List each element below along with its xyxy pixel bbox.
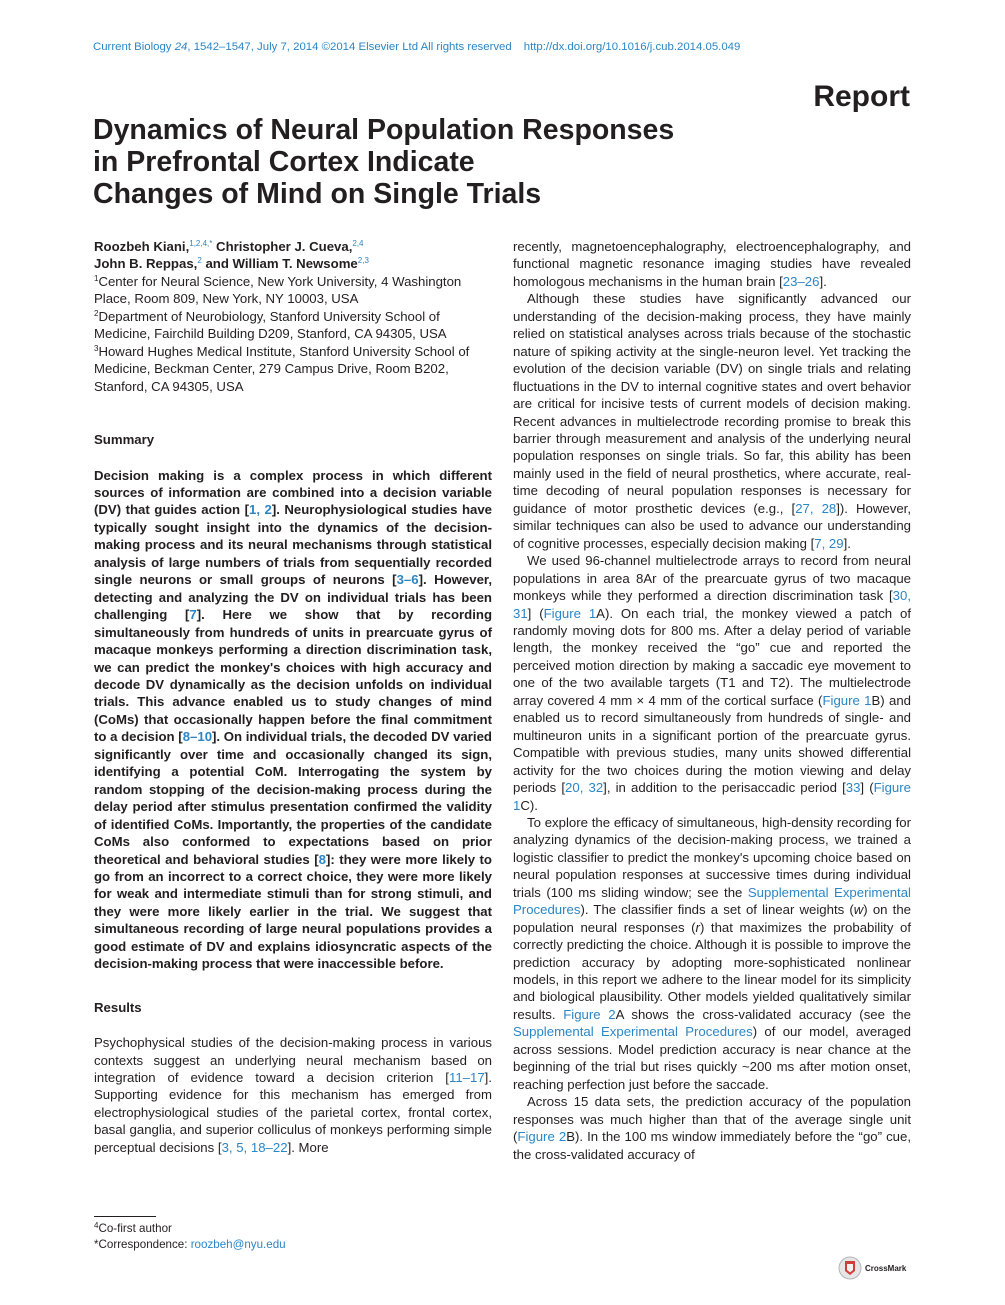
response-vector-symbol: r — [695, 919, 700, 935]
author-list — [94, 238, 492, 273]
author-reppas-affil[interactable]: 2 — [197, 256, 202, 266]
summary-heading: Summary — [94, 432, 155, 448]
results-paragraph: Psychophysical studies of the decision-making process in various contexts suggest an underlying neural mechanism based on integration of evidence toward a decision criterion [11–17]. Supporting evidence for this mechanism has emerged from electrophysiological studies of the parietal cortex, frontal cortex, basal ganglia, and superior colliculus of monkeys performing simple perceptual decisions [3, 5, 18–22]. More — [94, 1035, 492, 1155]
author-newsome: and William T. Newsome — [201, 256, 358, 272]
citation-link[interactable]: 30, 31 — [513, 588, 911, 621]
supplement-link[interactable]: Supplemental Experimental Procedures — [513, 1024, 753, 1040]
correspondence-email-link[interactable]: roozbeh@nyu.edu — [190, 1237, 286, 1251]
citation-link[interactable]: 1, 2 — [249, 502, 272, 518]
body-paragraph-2: Although these studies have significantly advanced our understanding of the decision-making process, they have mainly relied on statistical analyses across trials because of the stochastic nature of spiking activity at the single-neuron level. Yet tracking the evolution of the decision variable (DV) on single trials and relating fluctuations in the DV to internal cognitive states and overt behavior are critical for incisive tests of current models of decision making. Recent advances in multielectrode recording promise to break this barrier through measurement and analysis of the underlying neural population responses on single trials. So far, this ability has been mainly used in the field of neural prosthetics, where accurate, real-time decoding of neural population responses is necessary for guidance of motor prosthetic devices (e.g., [27, 28]). However, similar techniques can also be used to advance our understanding of cognitive processes, especially decision making [7, 29]. — [513, 291, 911, 551]
body-paragraph-3: We used 96-channel multielectrode arrays to record from neural populations in area 8Ar of the prearcuate gyrus of two macaque monkeys while they performed a direction discrimination task [30, 31] (Figure 1A). On each trial, the monkey viewed a patch of randomly moving dots for 800 ms. After a delay period of variable length, the monkey received the “go” cue and reported the perceived motion direction by making a saccadic eye movement to one of the two available targets (T1 and T2). The multielectrode array covered 4 mm × 4 mm of the cortical surface (Figure 1B) and enabled us to record simultaneously from hundreds of single- and multineuron units in a significant portion of the prearcuate gyrus. Compatible with previous studies, many units showed differential activity for the two choices during the motion viewing and delay periods [20, 32], in addition to the perisaccadic period [33] (Figure 1C). — [513, 553, 911, 813]
summary-paragraph: Decision making is a complex process in which different sources of information are combined into a decision variable (DV) that guides action [1, 2]. Neurophysiological studies have typically sought insight into the dynamics of the decision-making process and its neural mechanisms through statistical analysis of large numbers of trials from sequentially recorded single neurons or small groups of neurons [3–6]. However, detecting and analyzing the DV on individual trials has been challenging [7]. Here we show that by recording simultaneously from hundreds of units in prearcuate gyrus of macaque monkeys performing a direction discrimination task, we can predict the monkey's choices with high accuracy and decode DV dynamically as the decision unfolds on individual trials. This advance enabled us to study changes of mind (CoMs) that occasionally happen before the final commitment to a decision [8–10]. On individual trials, the decoded DV varied significantly over time and occasionally changed its sign, identifying a potential CoM. Interrogating the system by random stopping of the decision-making process during the delay period after stimulus presentation confirmed the validity of identified CoMs. Importantly, the properties of the candidate CoMs also conformed to expectations based on prior theoretical and behavioral studies [8]: they were more likely to go from an incorrect to a correct choice, they were more likely for weak and intermediate stimuli than for strong stimuli, and they were more likely earlier in the trial. We suggest that simultaneous recording of large neural populations provides a good estimate of DV and explains idiosyncratic aspects of the decision-making process that were inaccessible before. — [94, 467, 492, 972]
citation-link[interactable]: 7 — [189, 607, 197, 623]
supplement-link[interactable]: Supplemental Experimental Procedures — [513, 884, 911, 918]
results-heading: Results — [94, 999, 142, 1015]
author-kiani-affil[interactable]: 1,2,4,* — [189, 239, 213, 248]
author-newsome-affil[interactable]: 2,3 — [357, 256, 369, 266]
cofirst-footnote: $^4$Co-first author — [94, 1221, 172, 1235]
correspondence-footnote: *Correspondence: roozbeh@nyu.edu — [94, 1237, 286, 1251]
title-line-2: in Prefrontal Cortex Indicate — [93, 146, 475, 178]
crossmark-icon — [838, 1256, 862, 1280]
body-paragraph-1: recently, magnetoencephalography, electroencephalography, and functional magnetic resonance imaging studies have revealed homologous mechanisms in the human brain [23–26]. — [513, 239, 911, 289]
right-column — [513, 238, 911, 1163]
citation-link[interactable]: 7, 29 — [814, 535, 844, 551]
author-reppas: John B. Reppas, — [94, 256, 198, 272]
title-line-1: Dynamics of Neural Population Responses — [93, 114, 675, 146]
article-title — [93, 114, 733, 210]
citation-link[interactable]: 23–26 — [782, 273, 820, 289]
figure-link[interactable]: Figure 1 — [822, 692, 872, 708]
body-paragraph-4: To explore the efficacy of simultaneous, high-density recording for analyzing dynamics of the decision-making process, we trained a logistic classifier to predict the monkey's upcoming choice based on neural population responses at successive times during individual trials (100 ms sliding window; see the Supplemental Experimental Procedures). The classifier finds a set of linear weights (w) on the population neural responses (r) that maximizes the probability of correctly predicting the choice. Although it is possible to improve the prediction accuracy by adopting more-sophisticated nonlinear models, in this report we adhere to the linear model for its simplicity and biological plausibility. Other models yielded qualitatively similar results. Figure 2A shows the cross-validated accuracy (see the Supplemental Experimental Procedures) of our model, averaged across sessions. Model prediction accuracy is near chance at the beginning of the trial but rises quickly ~200 ms after motion onset, reaching perfection just before the saccade. — [513, 814, 911, 1092]
affiliation-1: $^1$Center for Neural Science, New York University, 4 Washington Place, Room 809, New York, NY 10003, USA — [94, 273, 462, 307]
citation-link[interactable]: 33 — [845, 780, 861, 796]
title-line-3: Changes of Mind on Single Trials — [93, 178, 542, 210]
left-column — [94, 238, 492, 1156]
crossmark-label: CrossMark — [865, 1263, 907, 1273]
footnote-divider — [94, 1216, 156, 1217]
body-paragraph-5: Across 15 data sets, the prediction accuracy of the population responses was much higher than that of the average single unit (Figure 2B). In the 100 ms window immediately before the “go” cue, the cross-validated accuracy of — [513, 1094, 911, 1162]
section-label: Report — [813, 80, 910, 113]
journal-pages-date: , 1542–1547, July 7, 2014 ©2014 Elsevier Ltd All rights reserved — [187, 41, 512, 53]
journal-citation-header — [93, 41, 740, 53]
citation-link[interactable]: 8 — [318, 851, 326, 867]
author-kiani: Roozbeh Kiani, — [94, 239, 190, 254]
figure-link[interactable]: Figure 1 — [543, 605, 597, 621]
author-cueva-affil[interactable]: 2,4 — [352, 239, 364, 248]
figure-link[interactable]: Figure 1 — [513, 780, 911, 813]
crossmark-badge[interactable] — [838, 1256, 906, 1280]
citation-link[interactable]: 3, 5, 18–22 — [221, 1139, 288, 1155]
citation-link[interactable]: 3–6 — [396, 572, 419, 588]
citation-link[interactable]: 27, 28 — [795, 500, 837, 516]
citation-link[interactable]: 11–17 — [448, 1070, 485, 1086]
journal-name: Current Biology — [93, 41, 172, 53]
affiliation-2: $^2$Department of Neurobiology, Stanford University School of Medicine, Fairchild Building D209, Stanford, CA 94305, USA — [94, 308, 447, 342]
affiliation-3: $^3$Howard Hughes Medical Institute, Stanford University School of Medicine, Beckman Center, 279 Campus Drive, Room B202, Stanford, CA 94305, USA — [94, 343, 470, 394]
citation-link[interactable]: 20, 32 — [565, 780, 604, 796]
doi-link[interactable]: http://dx.doi.org/10.1016/j.cub.2014.05.049 — [523, 41, 741, 53]
journal-volume: 24 — [174, 41, 188, 53]
author-cueva: Christopher J. Cueva, — [212, 239, 353, 254]
figure-link[interactable]: Figure 2 — [563, 1006, 616, 1022]
citation-link[interactable]: 8–10 — [182, 729, 213, 745]
footnotes — [94, 1221, 286, 1252]
figure-link[interactable]: Figure 2 — [517, 1129, 567, 1145]
weights-vector-symbol: w — [853, 902, 864, 918]
